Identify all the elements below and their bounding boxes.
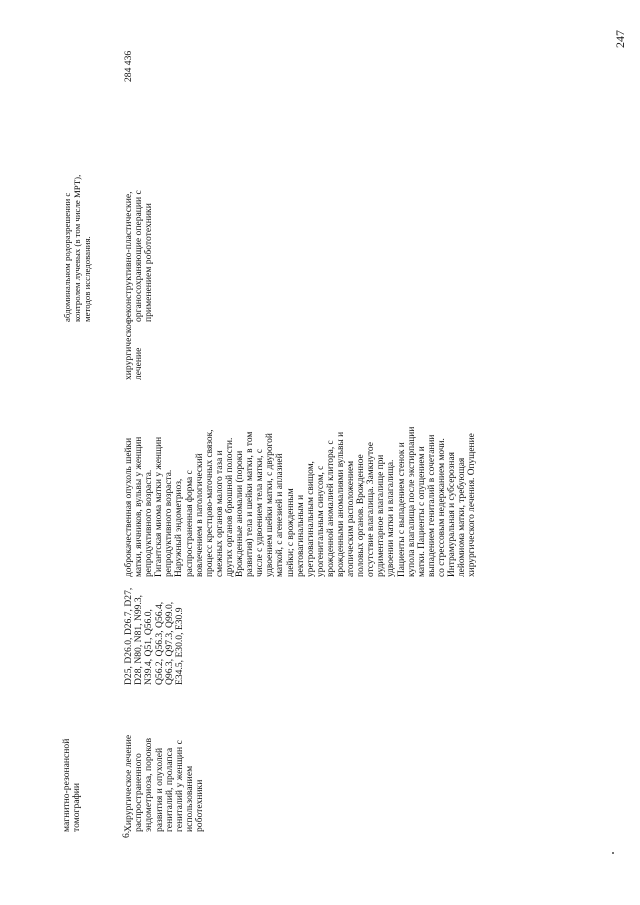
model-line: матки. Пациенты с опущением и [416, 446, 427, 577]
prev-category [62, 739, 82, 832]
category-line: эндометриоза, пороков [143, 738, 155, 832]
code-line: E34.5, E30.0, E30.9 [174, 607, 186, 685]
code-line: Q56.2, Q56.3, Q56.4, [153, 601, 165, 685]
model-line: репродуктивного возраста. [164, 469, 175, 577]
model-line: уретровагинальным свищом, [305, 461, 316, 577]
model-line: со стрессовым недержанием мочи. [436, 438, 447, 577]
code-line: N39.4, Q51, Q56.0, [143, 609, 155, 685]
model-line: других органов брюшной полости. [224, 437, 235, 577]
prev-method-line: контролем лучевых (в том числе МРТ), [72, 174, 83, 322]
model-line: врожденными аномалиями вульвы и [335, 431, 346, 577]
code-line: Q96.3, Q97.3, Q99.0, [163, 601, 175, 685]
row-method [124, 190, 155, 322]
category-line: Хирургическое лечение [123, 734, 134, 832]
model-line: матки, яичников, вульвы у женщин [134, 436, 145, 577]
model-line: вовлечением в патологический [194, 453, 205, 577]
category-line: использованием [184, 765, 196, 832]
model-line: смежных органов малого таза и [214, 450, 225, 577]
model-line: Пациенты с выпадением стенок и [396, 442, 407, 577]
row-price [124, 51, 134, 82]
row-codes [124, 588, 185, 685]
model-line: маткой, с агенезией и аплазией [275, 453, 286, 577]
method-line: реконструктивно-пластические, [123, 191, 134, 322]
model-line: лейомиома матки, требующая [457, 457, 468, 577]
model-line: процесс крестцово-маточных связок, [204, 429, 215, 577]
model-line: развития) тела и шейки матки, в том [245, 431, 256, 577]
row-number-text: 6. [121, 830, 132, 838]
model-line: урогенитальным синусом, с [315, 465, 326, 577]
model-line: репродуктивного возраста. [144, 469, 155, 577]
row-category [124, 735, 206, 832]
category-line: гениталий, пролапса [163, 747, 175, 832]
row-models [124, 427, 477, 577]
model-line: Интрамуральная и субсерозная [447, 452, 457, 577]
scan-speck [612, 852, 614, 854]
page-number [612, 8, 626, 48]
category-line: гениталий у женщин с [174, 740, 186, 832]
model-line: шейки; с врожденным [285, 488, 296, 577]
code-line: D25, D26.0, D26.7, D27, [123, 587, 134, 685]
model-line: выпадением гениталий в сочетании [426, 434, 437, 577]
model-line: половых органов. Врожденное [356, 454, 367, 577]
method-line: применением робототехники [143, 203, 155, 322]
model-line: Врожденные аномалии (пороки [235, 450, 246, 577]
model-line: Наружный эндометриоз, [174, 478, 185, 577]
category-line: роботехники [194, 779, 206, 832]
code-line: D28, N80, N81, N99.3, [133, 594, 145, 685]
model-line: числе с удвоением тела матки, с [255, 449, 266, 577]
row-treatment-type [124, 320, 144, 380]
prev-category-line: томографии [71, 782, 83, 832]
model-line: ректовагинальным и [295, 494, 306, 577]
model-line: купола влагалища после экстирпации [406, 426, 417, 577]
category-line: распространенного [133, 753, 145, 832]
model-line: рудиментарное влагалище при [376, 454, 387, 577]
prev-method-line: абдоминальном родоразрешении с [62, 192, 72, 322]
prev-method [62, 175, 93, 322]
model-line: хирургического лечения. Опущение [467, 433, 478, 577]
model-line: атопическим расположением [346, 460, 357, 577]
prev-method-line: методов исследования. [82, 236, 93, 322]
model-line: удвоении матки и влагалища. [386, 459, 397, 577]
prev-category-line: магнитно-резонансной [61, 738, 72, 832]
treatment-line: хирургическое [123, 319, 134, 380]
model-line: отсутствие влагалища. Замкнутое [366, 442, 377, 577]
method-line: органосохраняющие операции с [133, 190, 145, 322]
category-line: развития и опухолей [153, 747, 165, 832]
model-line: врожденной аномалией клитора, с [325, 440, 336, 577]
model-line: удвоением шейки матки, с двурогой [265, 433, 276, 577]
price-text: 284 436 [123, 50, 134, 82]
model-line: доброкачественная опухоль шейки [124, 437, 134, 577]
treatment-line: лечение [133, 347, 145, 380]
page-number-text: 247 [613, 30, 627, 48]
model-line: распространенная форма с [184, 470, 195, 577]
model-line: Гигантская миома матки у женщин [154, 436, 165, 577]
